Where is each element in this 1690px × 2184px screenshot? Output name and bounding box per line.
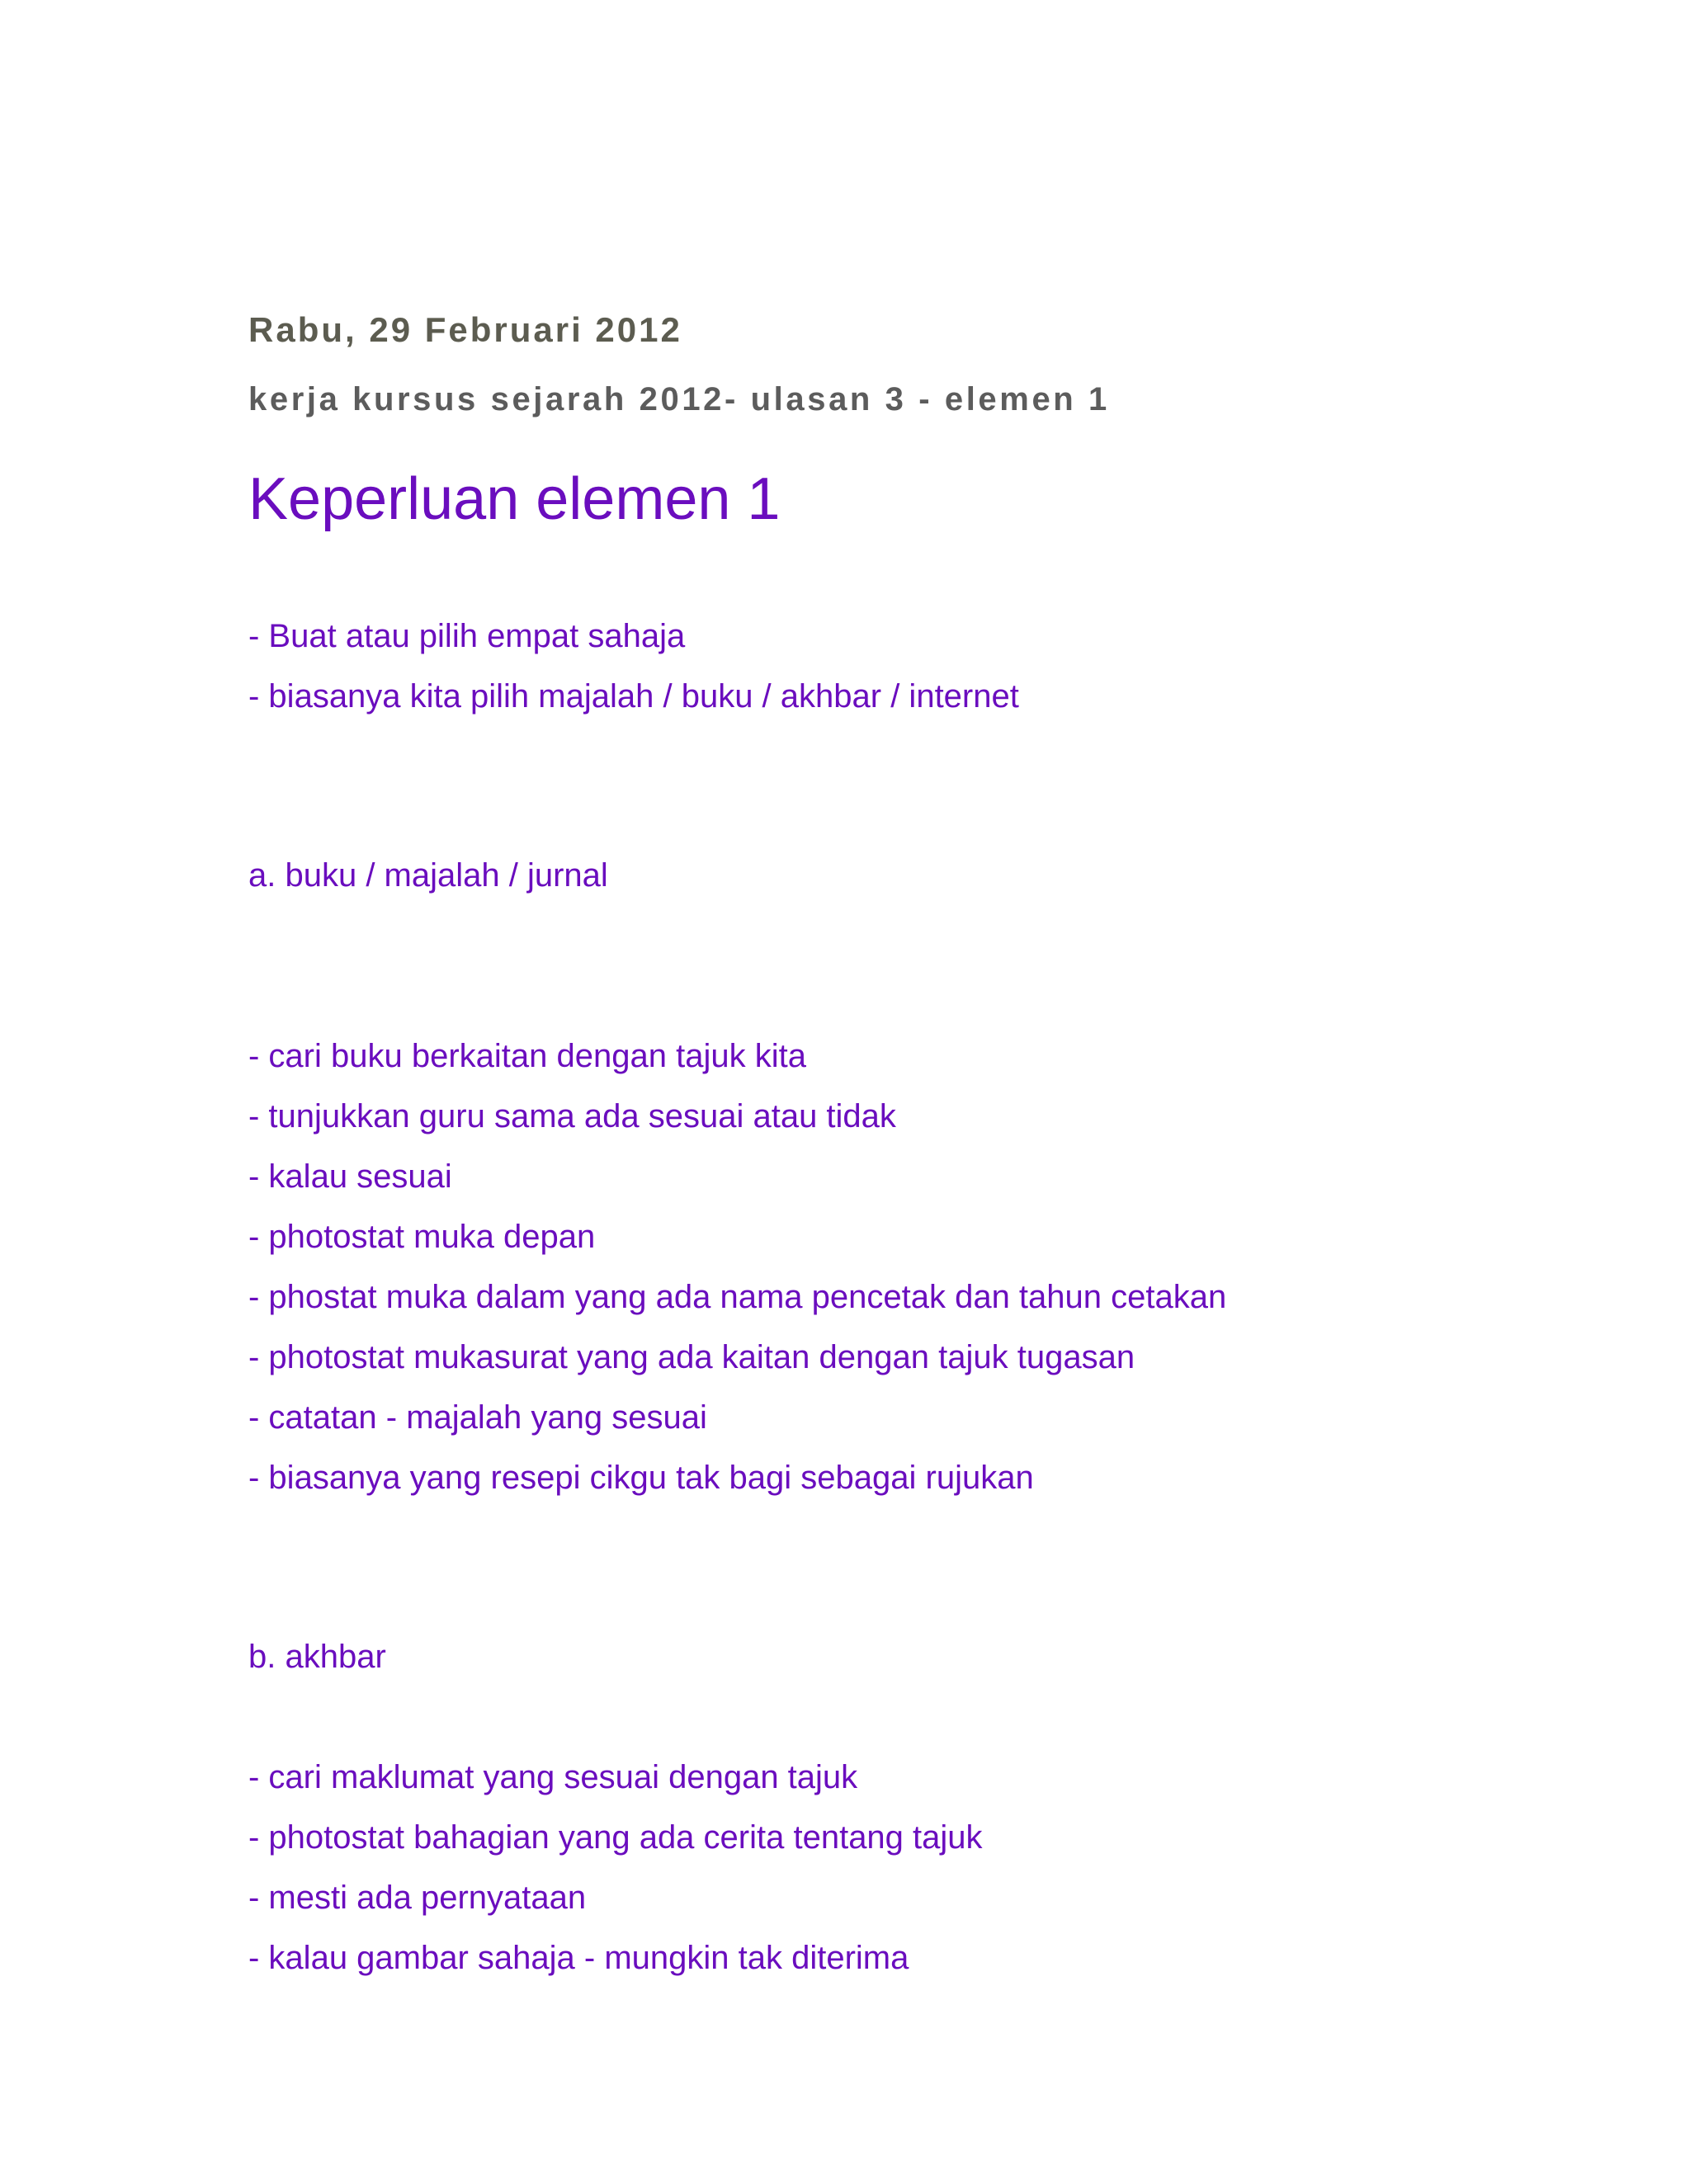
section-a-item: - catatan - majalah yang sesuai	[248, 1399, 707, 1436]
post-date: Rabu, 29 Februari 2012	[248, 310, 682, 349]
section-a-item: - kalau sesuai	[248, 1158, 452, 1195]
section-a-item: - photostat muka depan	[248, 1219, 596, 1255]
section-b-item: - kalau gambar sahaja - mungkin tak diterima	[248, 1940, 909, 1976]
section-a-item: - cari buku berkaitan dengan tajuk kita	[248, 1038, 806, 1074]
intro-line: - Buat atau pilih empat sahaja	[248, 618, 686, 654]
intro-line: - biasanya kita pilih majalah / buku / akhbar / internet	[248, 678, 1019, 715]
section-b-title: b. akhbar	[248, 1639, 386, 1675]
post-title: kerja kursus sejarah 2012- ulasan 3 - elemen 1	[248, 381, 1110, 417]
section-a-item: - biasanya yang resepi cikgu tak bagi sebagai rujukan	[248, 1460, 1034, 1496]
section-b-item: - photostat bahagian yang ada cerita tentang tajuk	[248, 1819, 983, 1856]
section-b-item: - mesti ada pernyataan	[248, 1880, 587, 1916]
content-heading: Keperluan elemen 1	[248, 466, 781, 532]
section-a-title: a. buku / majalah / jurnal	[248, 857, 608, 894]
section-b-item: - cari maklumat yang sesuai dengan tajuk	[248, 1759, 858, 1795]
section-a-item: - photostat mukasurat yang ada kaitan dengan tajuk tugasan	[248, 1339, 1135, 1375]
section-a-item: - tunjukkan guru sama ada sesuai atau tidak	[248, 1098, 896, 1134]
section-a-item: - phostat muka dalam yang ada nama pencetak dan tahun cetakan	[248, 1279, 1227, 1315]
